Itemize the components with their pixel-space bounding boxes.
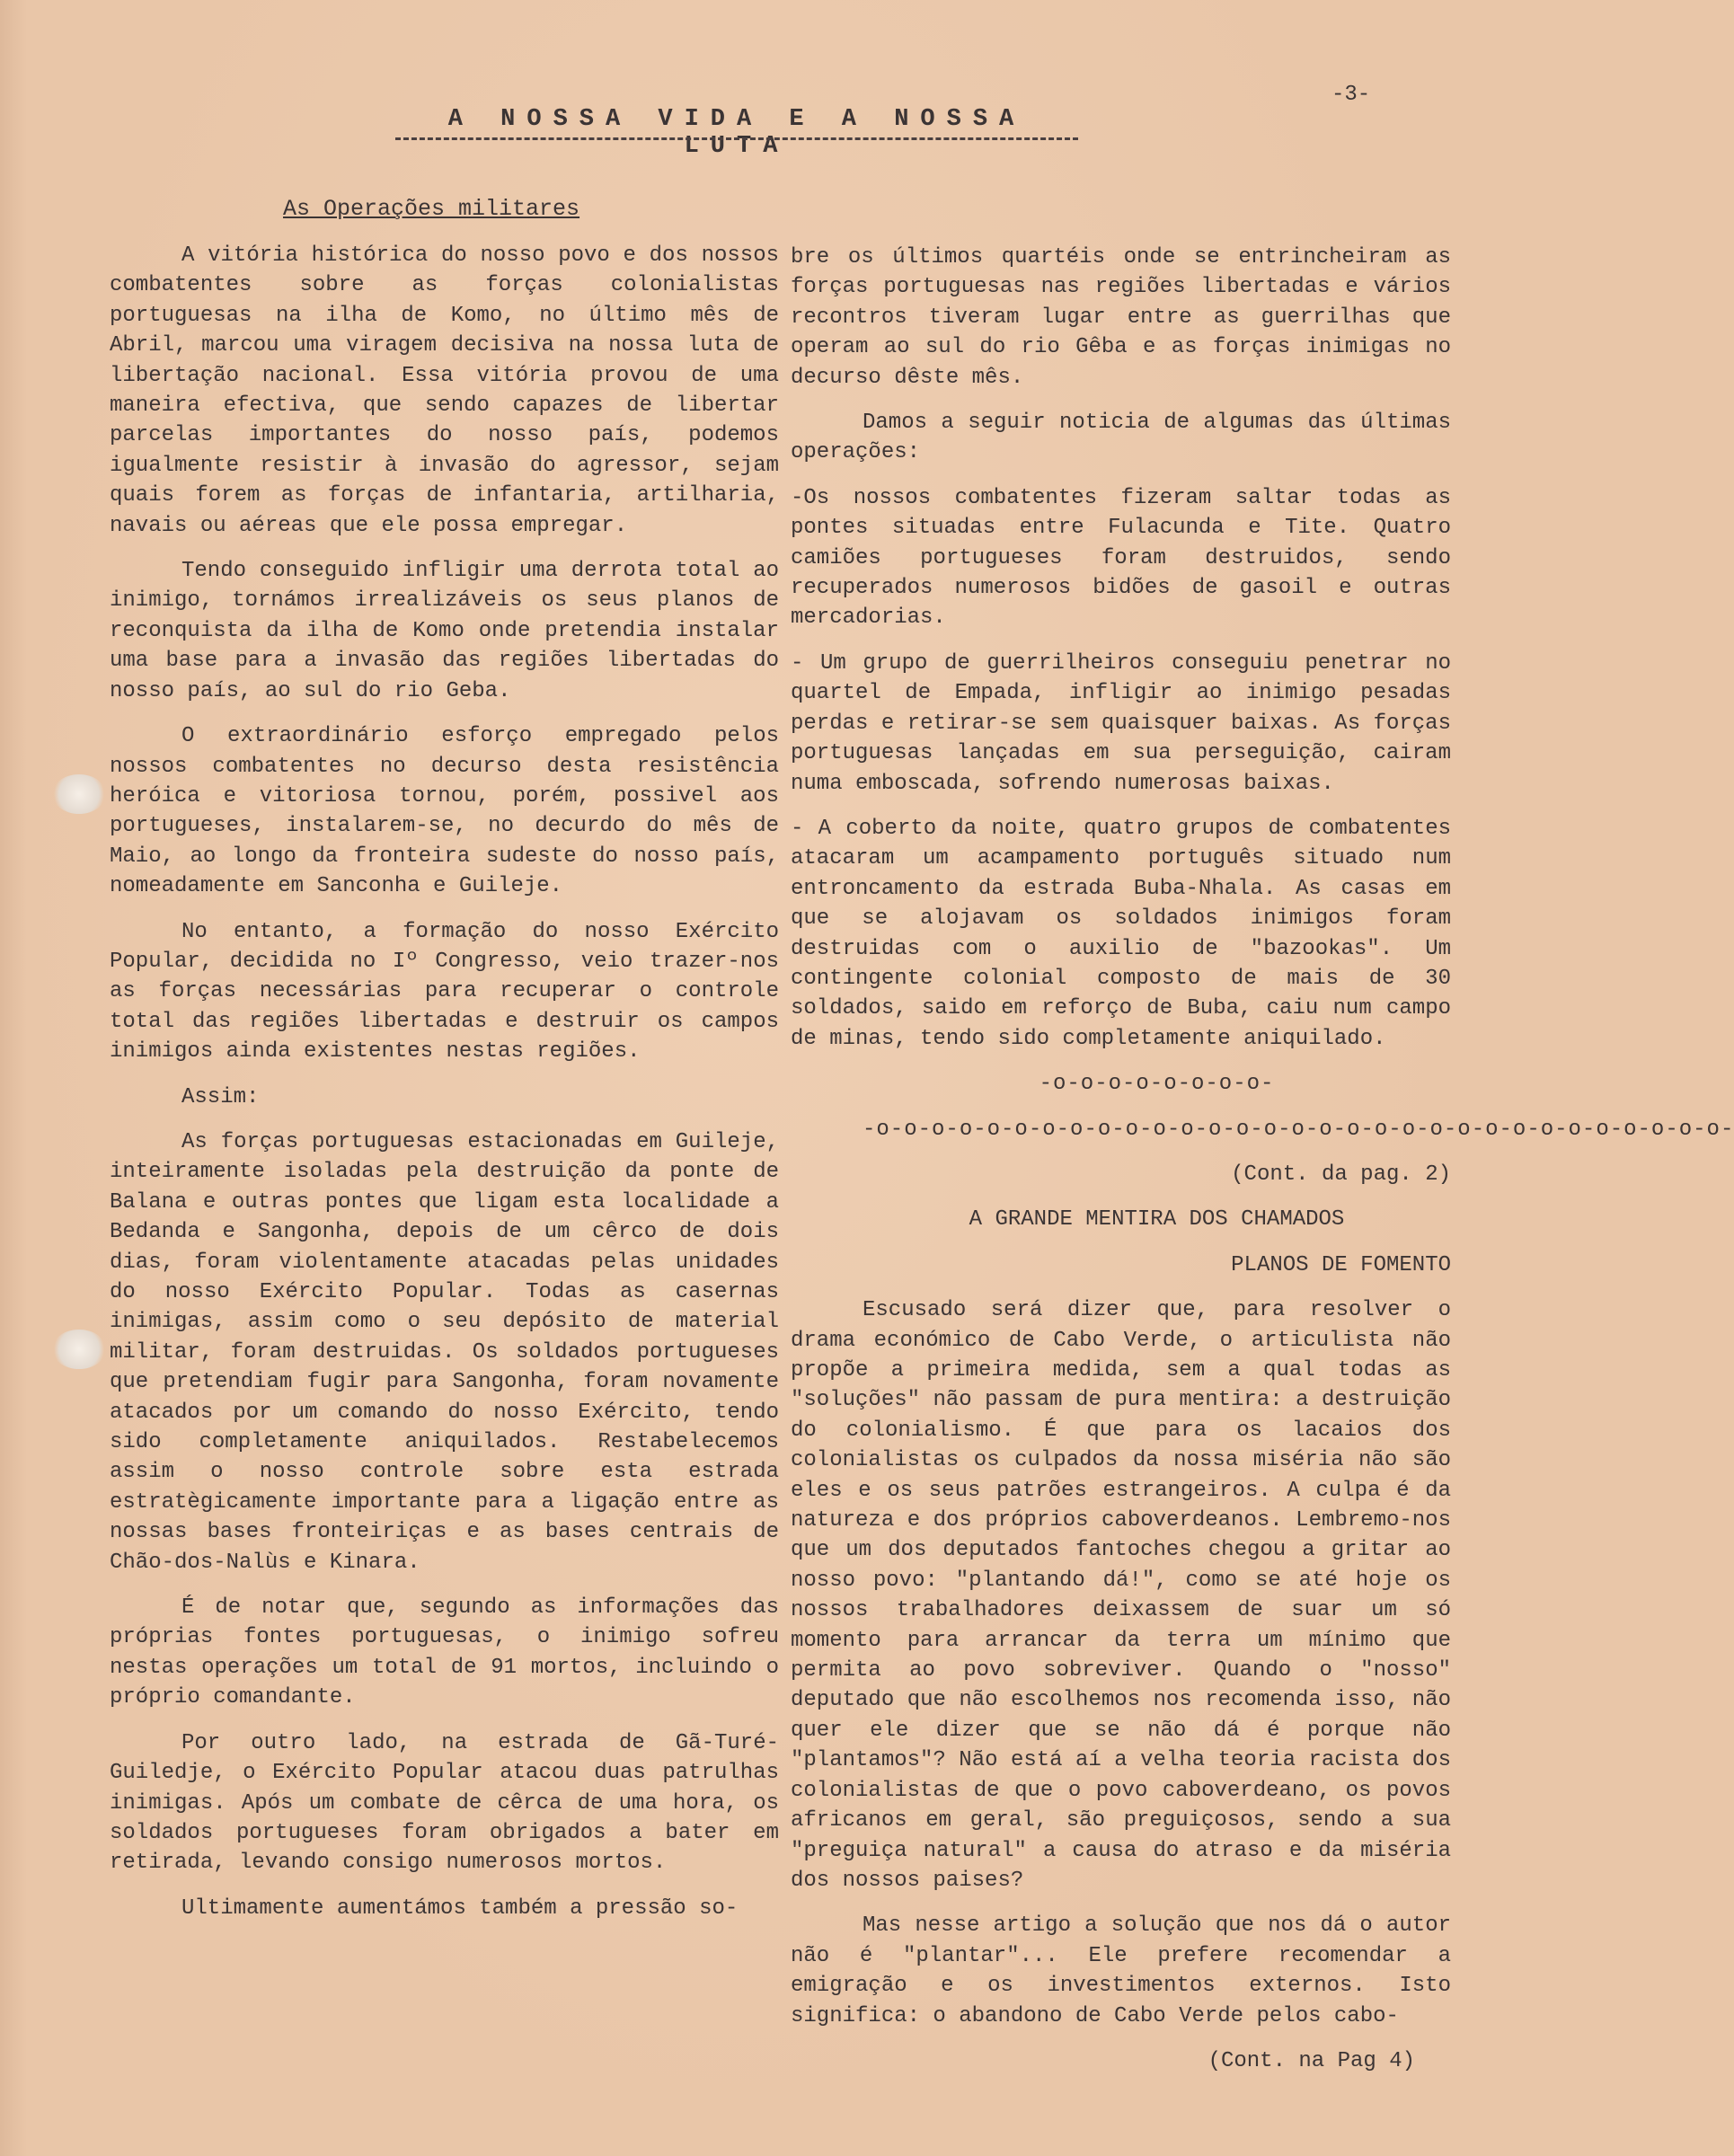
paragraph: É de notar que, segundo as informações das próprias fontes portuguesas, o inimigo sofreu nestas operações um total de 91 mortos, incluindo o próprio comandante. [110, 1595, 779, 1710]
page-number: -3- [1331, 83, 1371, 107]
article-title-line1: A GRANDE MENTIRA DOS CHAMADOS [969, 1207, 1345, 1233]
paragraph: O extraordinário esforço empregado pelos nossos combatentes no decurso desta resistência heróica e vitoriosa tornou, porém, possivel aos portugueses, instalarem-se, no decurdo do mês de Maio, ao longo da fronteira sudeste do nosso país, nomeadamente em Sanconha e Guileje. [110, 724, 779, 899]
paragraph: Tendo conseguido infligir uma derrota total ao inimigo, tornámos irrealizáveis os seus planos de reconquista da ilha de Komo onde pretendia instalar uma base para a invasão das regiões libertadas do nosso país, ao sul do rio Geba. [110, 559, 779, 703]
paragraph: Ultimamente aumentámos também a pressão so- [181, 1895, 739, 1921]
punch-hole [52, 774, 106, 814]
continued-from-note: (Cont. da pag. 2) [1231, 1162, 1451, 1187]
operation-item: - Um grupo de guerrilheiros conseguiu penetrar no quartel de Empada, infligir ao inimigo pesadas perdas e retirar-se sem quaisquer baixas. As forças portuguesas lançadas em sua perseguição, cairam numa emboscada, sofrendo numerosas baixas. [791, 650, 1451, 796]
right-column [791, 243, 1734, 2091]
paragraph: No entanto, a formação do nosso Exército Popular, decidida no Iº Congresso, veio trazer-nos as forças necessárias para recuperar o controle total das regiões libertadas e destruir os campos inimigos ainda existentes nestas regiões. [110, 919, 779, 1065]
paragraph: Mas nesse artigo a solução que nos dá o autor não é "plantar"... Ele prefere recomendar a emigração e os investimentos externos. Isto significa: o abandono de Cabo Verde pelos cabo- [791, 1913, 1451, 2028]
operation-item: -Os nossos combatentes fizeram saltar todas as pontes situadas entre Fulacunda e Tite. Quatro camiões portugueses foram destruidos, sendo recuperados numerosos bidões de gasoil e outras mercadorias. [791, 485, 1451, 631]
paragraph: Escusado será dizer que, para resolver o drama económico de Cabo Verde, o articulista não propõe a primeira medida, sem a qual todas as "soluções" não passam de pura mentira: a destruição do colonialismo. É que para os lacaios dos colonialistas os culpados da nossa miséria não são eles e os seus patrões estrangeiros. A culpa é da natureza e dos próprios caboverdeanos. Lembremo-nos que um dos deputados fantoches chegou a gritar ao nosso povo: "plantando dá!", como se até hoje os nossos trabalhadores deixassem de suar um só momento para arrancar da terra um mínimo que permita ao povo sobreviver. Quando o "nosso" deputado que não escolhemos nos recomenda isso, não quer ele dizer que se não dá é porque não "plantamos"? Não está aí a velha teoria racista dos colonialistas de que o povo caboverdeano, os povos africanos em geral, são preguiçosos, sendo a sua "preguiça natural" a causa do atraso e da miséria dos nossos paises? [791, 1298, 1451, 1893]
divider-short: -o-o-o-o-o-o-o-o- [1039, 1072, 1275, 1097]
paragraph-intro: Damos a seguir noticia de algumas das últimas operações: [791, 411, 1451, 465]
punch-hole [52, 1330, 106, 1369]
paragraph: Por outro lado, na estrada de Gã-Turé-Guiledje, o Exército Popular atacou duas patrulhas inimigas. Após um combate de cêrca de uma hora, os soldados portugueses foram obrigados a bater em retirada, levando consigo numerosos mortos. [110, 1730, 779, 1876]
section-title: As Operações militares [283, 196, 580, 222]
paragraph-continuation: bre os últimos quartéis onde se entrincheiram as forças portuguesas nas regiões libertadas e vários recontros tiveram lugar entre as guerrilhas que operam ao sul do rio Gêba e as forças inimigas no decurso dêste mês. [791, 245, 1451, 390]
paragraph: A vitória histórica do nosso povo e dos nossos combatentes sobre as forças colonialistas portuguesas na ilha de Komo, no último mês de Abril, marcou uma viragem decisiva na nossa luta de libertação nacional. Essa vitória provou de uma maneira efectiva, que sendo capazes de libertar parcelas importantes do nosso país, podemos igualmente resistir à invasão do agressor, sejam quais forem as forças de infantaria, artilharia, navais ou aéreas que ele possa empregar. [110, 243, 779, 538]
masthead-title: A NOSSA VIDA E A NOSSA LUTA [447, 106, 1026, 160]
paragraph: As forças portuguesas estacionadas em Guileje, inteiramente isoladas pela destruição da ponte de Balana e outras pontes que ligam esta localidade a Bedanda e Sangonha, depois de um cêrco de dois dias, foram violentamente atacadas pelas unidades do nosso Exército Popular. Todas as casernas inimigas, assim como o seu depósito de material militar, foram destruidas. Os soldados portugueses que pretendiam fugir para Sangonha, foram novamente atacados por um comando do nosso Exército, tendo sido completamente aniquilados. Restabelecemos assim o nosso controle sobre esta estrada estratègicamente importante para a ligação entre as nossas bases fronteiriças e as bases centrais de Chão-dos-Nalùs e Kinara. [110, 1129, 779, 1575]
continued-to-note: (Cont. na Pag 4) [1208, 2048, 1415, 2073]
divider-long: -o-o-o-o-o-o-o-o-o-o-o-o-o-o-o-o-o-o-o-o-o-o-o-o-o-o-o-o-o-o-o- [863, 1117, 1734, 1142]
operation-item: - A coberto da noite, quatro grupos de combatentes atacaram um acampamento português situado num entroncamento da estrada Buba-Nhala. As casas em que se alojavam os soldados inimigos foram destruidas com o auxilio de "bazookas". Um contingente colonial composto de mais de 30 soldados, saido em reforço de Buba, caiu num campo de minas, tendo sido completamente aniquilado. [791, 816, 1451, 1051]
article-title-line2: PLANOS DE FOMENTO [1231, 1252, 1451, 1277]
paragraph: Assim: [181, 1084, 260, 1109]
left-column [110, 241, 779, 1939]
masthead-rule [395, 137, 1078, 140]
